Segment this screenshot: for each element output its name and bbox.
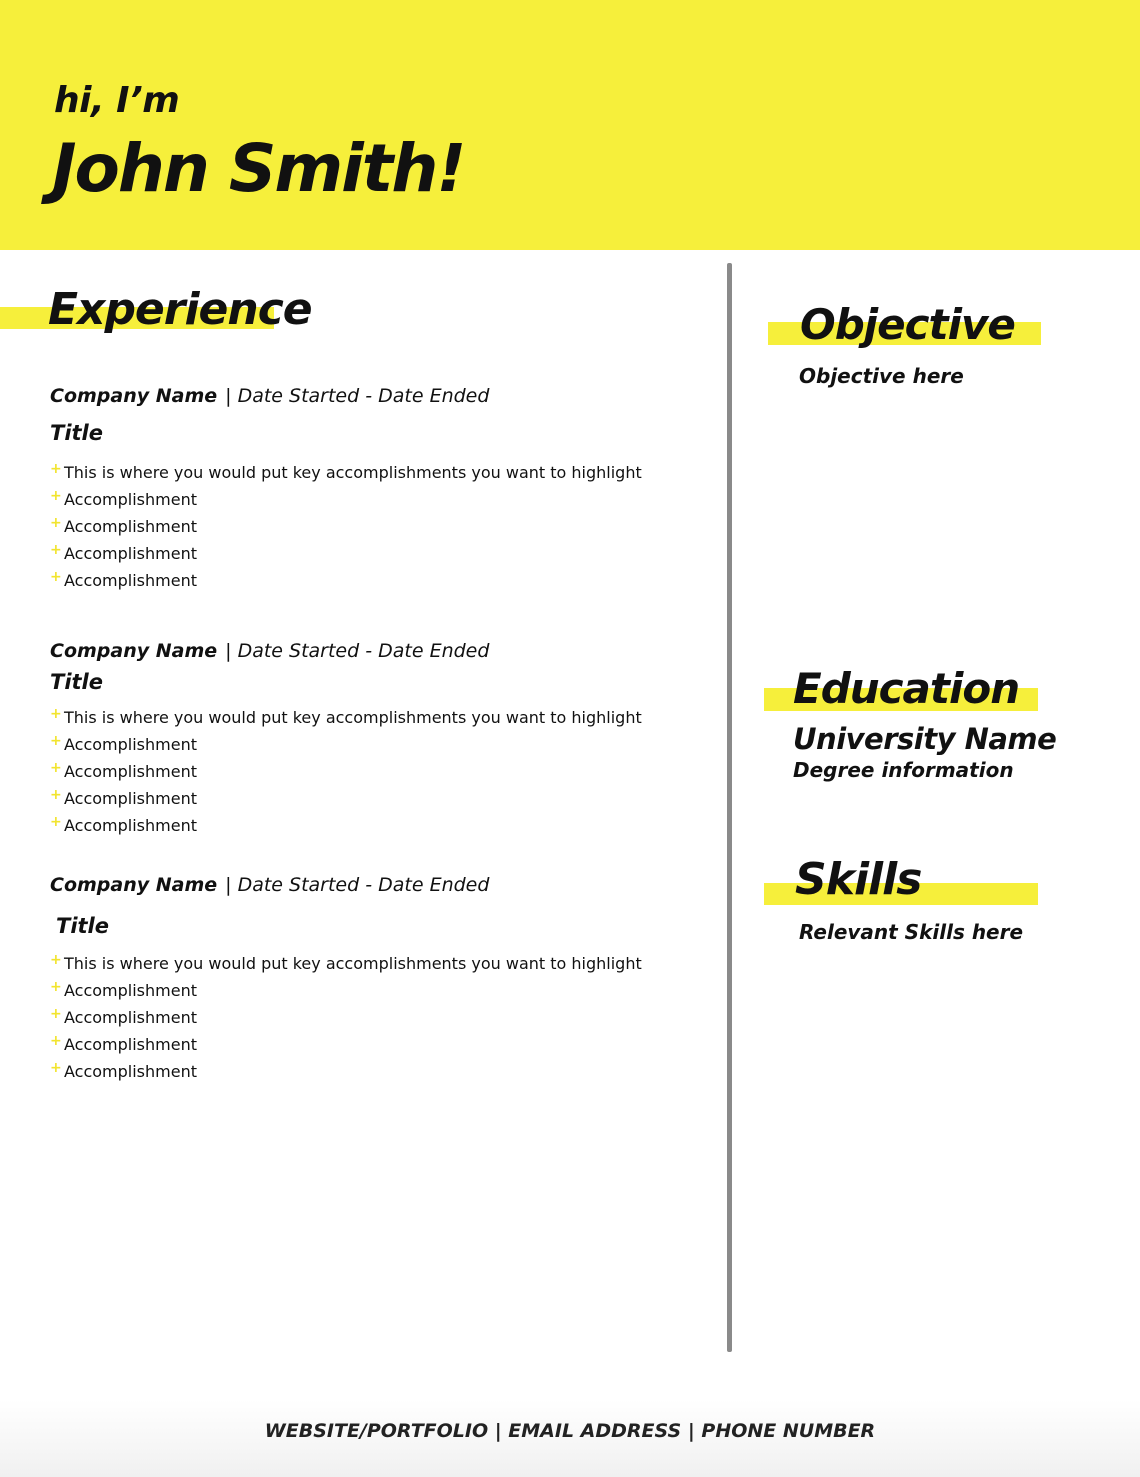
job-header bbox=[50, 640, 690, 662]
list-item bbox=[50, 540, 690, 567]
greeting: hi, I’m bbox=[54, 80, 180, 121]
list-item bbox=[50, 785, 690, 812]
company-name: Company Name bbox=[50, 385, 218, 407]
accomplishment-text: Accomplishment bbox=[64, 762, 197, 781]
accomplishment-text: Accomplishment bbox=[64, 1035, 197, 1054]
list-item bbox=[50, 567, 690, 594]
plus-icon: + bbox=[50, 733, 62, 749]
plus-icon: + bbox=[50, 952, 62, 968]
list-item bbox=[50, 950, 690, 977]
plus-icon: + bbox=[50, 515, 62, 531]
plus-icon: + bbox=[50, 979, 62, 995]
list-item bbox=[50, 812, 690, 839]
accomplishment-text: Accomplishment bbox=[64, 544, 197, 563]
plus-icon: + bbox=[50, 488, 62, 504]
plus-icon: + bbox=[50, 760, 62, 776]
university-name: University Name bbox=[793, 722, 1057, 756]
accomplishment-list bbox=[50, 704, 690, 839]
accomplishment-text: This is where you would put key accomplishments you want to highlight bbox=[64, 708, 642, 727]
accomplishment-text: Accomplishment bbox=[64, 1062, 197, 1081]
list-item bbox=[50, 1031, 690, 1058]
list-item bbox=[50, 486, 690, 513]
plus-icon: + bbox=[50, 1006, 62, 1022]
list-item bbox=[50, 731, 690, 758]
accomplishment-text: Accomplishment bbox=[64, 1008, 197, 1027]
job-header bbox=[50, 874, 690, 896]
skills-title: Skills bbox=[795, 854, 922, 905]
plus-icon: + bbox=[50, 1033, 62, 1049]
job-title: Title bbox=[50, 670, 104, 694]
plus-icon: + bbox=[50, 542, 62, 558]
accomplishment-text: Accomplishment bbox=[64, 571, 197, 590]
experience-title: Experience bbox=[48, 284, 312, 335]
separator: | bbox=[225, 874, 232, 896]
accomplishment-text: Accomplishment bbox=[64, 816, 197, 835]
list-item bbox=[50, 513, 690, 540]
job-title: Title bbox=[56, 914, 110, 938]
list-item bbox=[50, 1004, 690, 1031]
job-title: Title bbox=[50, 421, 104, 445]
accomplishment-list bbox=[50, 950, 690, 1085]
accomplishment-text: Accomplishment bbox=[64, 981, 197, 1000]
degree-information: Degree information bbox=[793, 758, 1014, 782]
header-band bbox=[0, 0, 1140, 250]
job-entry-1 bbox=[50, 385, 690, 594]
accomplishment-text: Accomplishment bbox=[64, 789, 197, 808]
education-title: Education bbox=[793, 664, 1020, 713]
list-item bbox=[50, 758, 690, 785]
objective-text: Objective here bbox=[799, 364, 964, 388]
plus-icon: + bbox=[50, 787, 62, 803]
plus-icon: + bbox=[50, 461, 62, 477]
company-name: Company Name bbox=[50, 640, 218, 662]
objective-title: Objective bbox=[800, 300, 1015, 349]
accomplishment-text: Accomplishment bbox=[64, 517, 197, 536]
list-item bbox=[50, 459, 690, 486]
separator: | bbox=[225, 640, 232, 662]
accomplishment-text: Accomplishment bbox=[64, 490, 197, 509]
skills-text: Relevant Skills here bbox=[799, 920, 1024, 944]
separator: | bbox=[225, 385, 232, 407]
contact-line: WEBSITE/PORTFOLIO | EMAIL ADDRESS | PHONE NUMBER bbox=[264, 1420, 876, 1442]
plus-icon: + bbox=[50, 1060, 62, 1076]
job-dates: Date Started - Date Ended bbox=[237, 385, 490, 407]
list-item bbox=[50, 1058, 690, 1085]
plus-icon: + bbox=[50, 569, 62, 585]
list-item bbox=[50, 704, 690, 731]
plus-icon: + bbox=[50, 706, 62, 722]
job-dates: Date Started - Date Ended bbox=[237, 640, 490, 662]
candidate-name: John Smith! bbox=[52, 130, 465, 207]
company-name: Company Name bbox=[50, 874, 218, 896]
job-header bbox=[50, 385, 690, 407]
accomplishment-text: Accomplishment bbox=[64, 735, 197, 754]
column-divider bbox=[727, 263, 732, 1352]
job-entry-3 bbox=[50, 874, 690, 1085]
list-item bbox=[50, 977, 690, 1004]
accomplishment-list bbox=[50, 459, 690, 594]
accomplishment-text: This is where you would put key accomplishments you want to highlight bbox=[64, 954, 642, 973]
job-entry-2 bbox=[50, 640, 690, 839]
accomplishment-text: This is where you would put key accomplishments you want to highlight bbox=[64, 463, 642, 482]
job-dates: Date Started - Date Ended bbox=[237, 874, 490, 896]
plus-icon: + bbox=[50, 814, 62, 830]
